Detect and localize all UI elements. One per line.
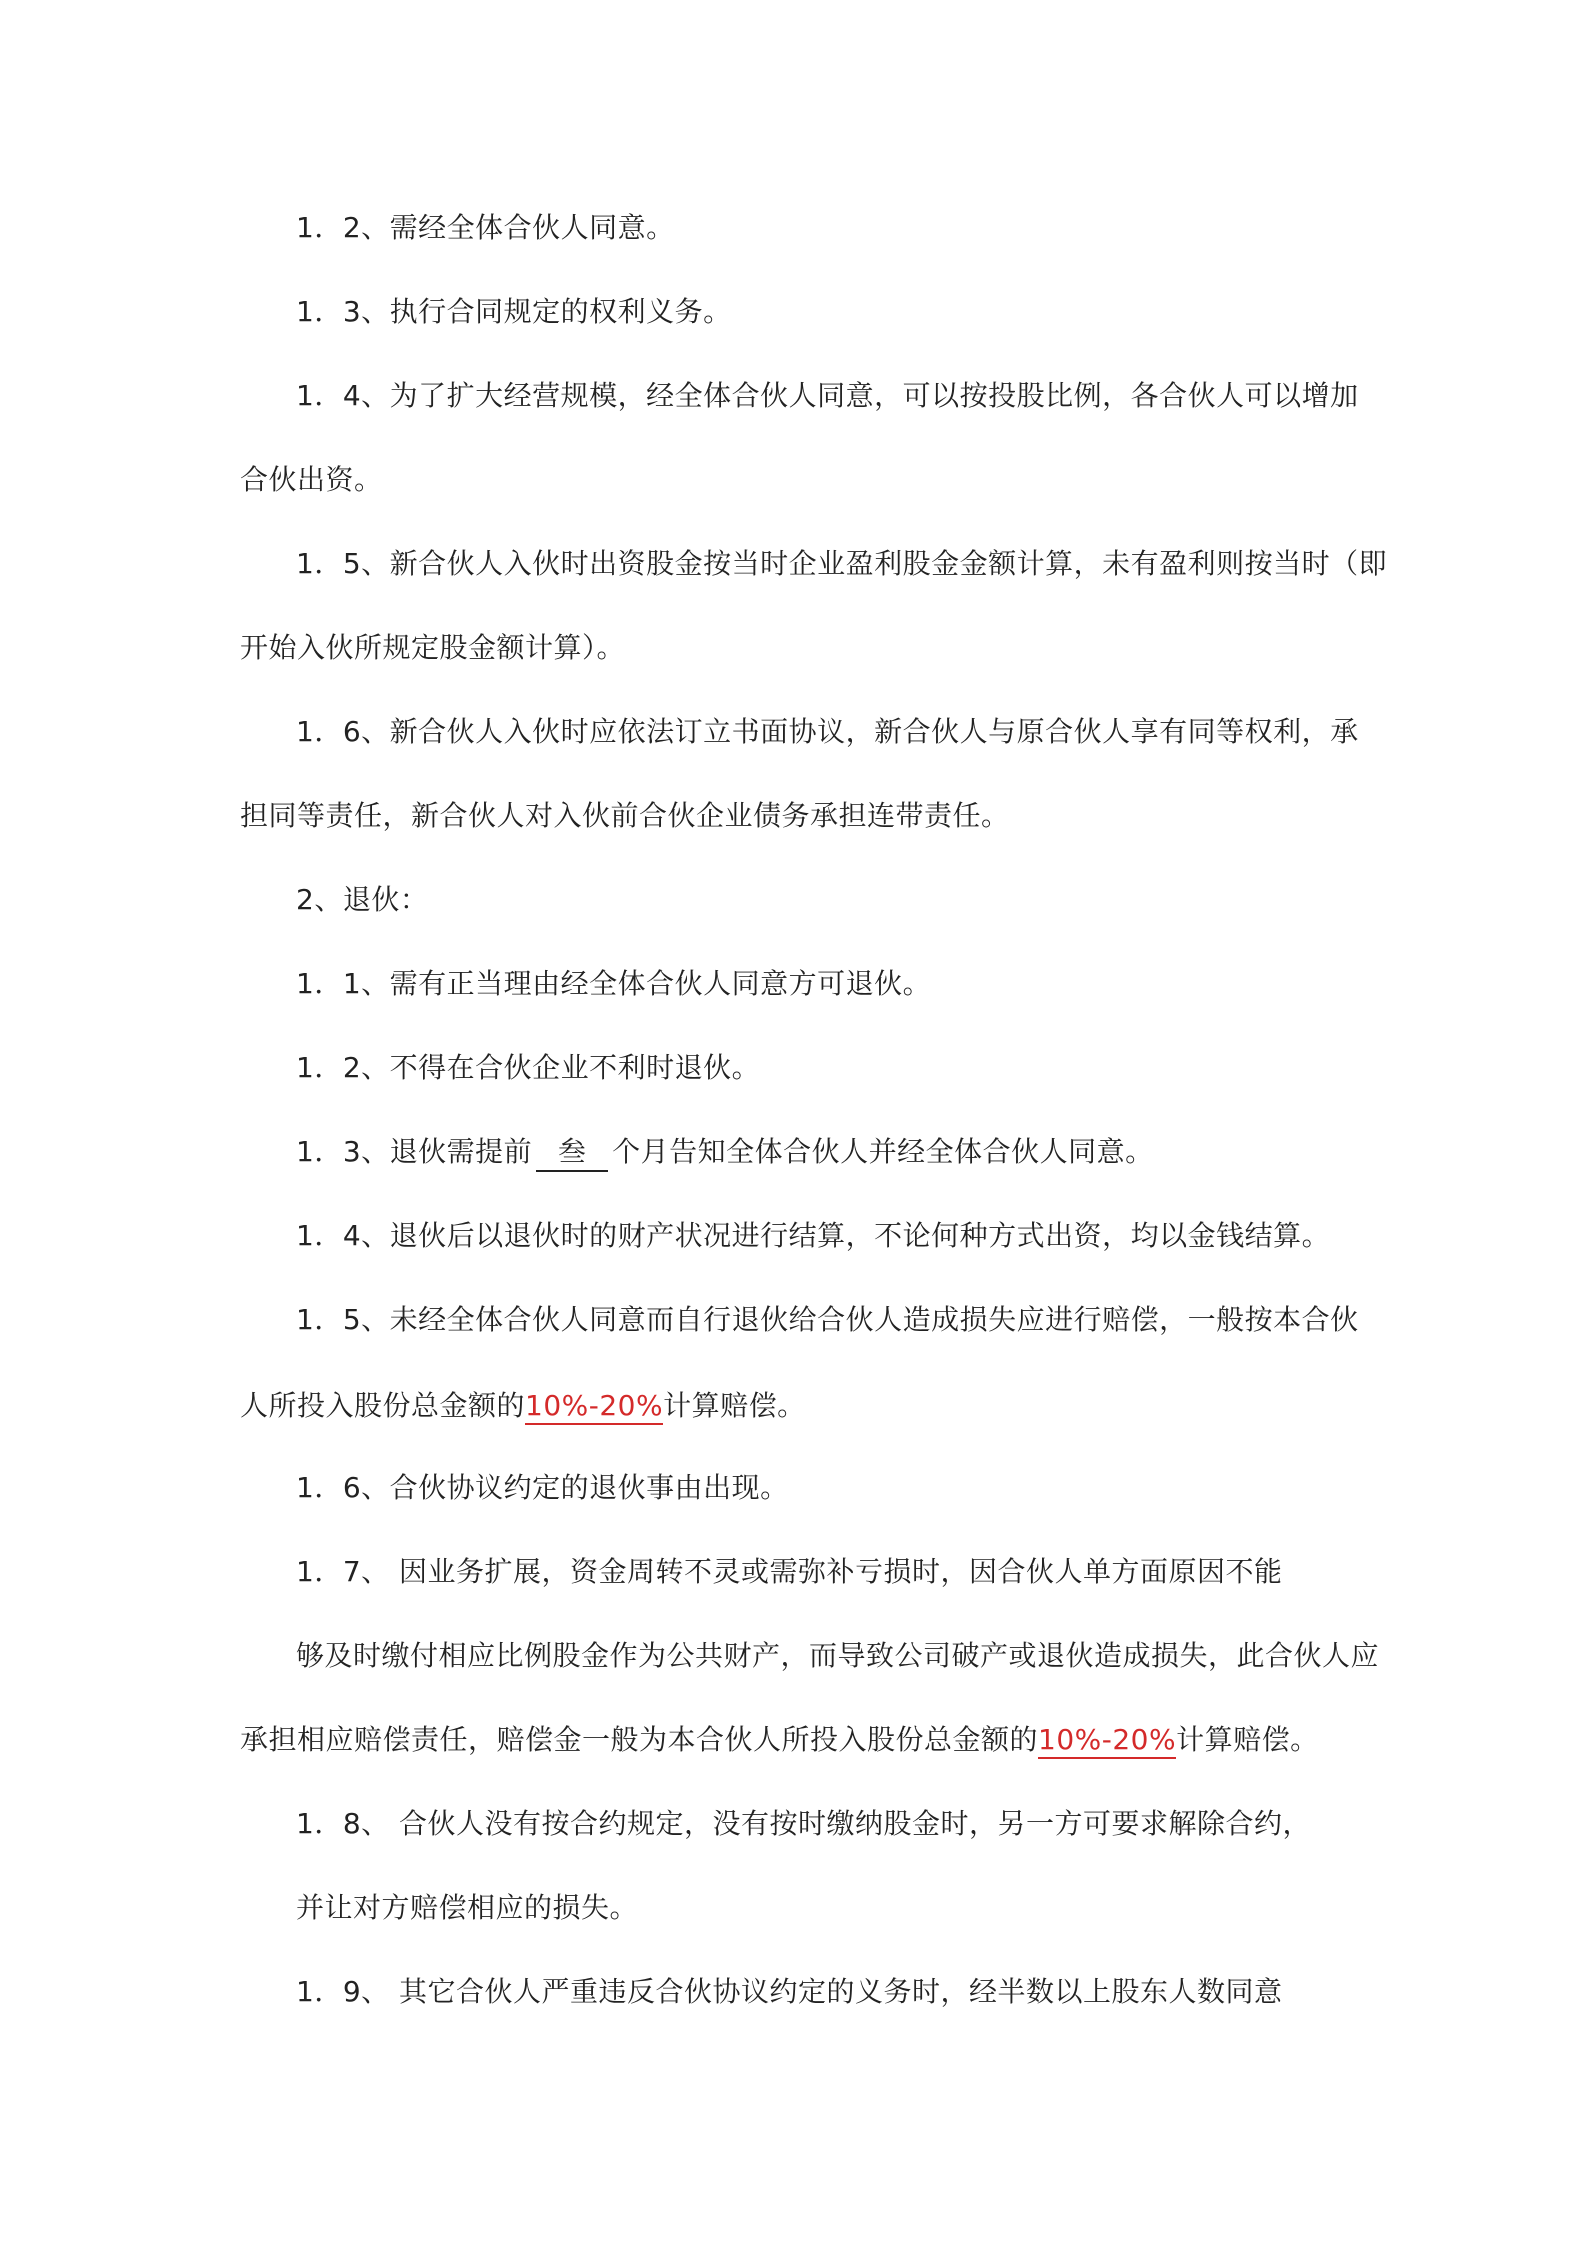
withdrawal-1-5-text-a: 人所投入股份总金额的 [240,1389,526,1422]
section-withdrawal-heading: 2、退伙： [296,883,429,916]
withdrawal-1-7-cont-2 [240,1720,1319,1760]
withdrawal-1-6: 1．6、合伙协议约定的退伙事由出现。 [296,1471,789,1504]
clause-1-5: 1．5、新合伙人入伙时出资股金按当时企业盈利股金金额计算，未有盈利则按当时（即 [296,547,1388,580]
withdrawal-1-3-text-a: 1．3、退伙需提前 [296,1135,533,1168]
withdrawal-1-3 [296,1132,1154,1172]
clause-1-5-cont: 开始入伙所规定股金额计算）。 [240,631,626,664]
compensation-rate-highlight-2: 10%-20% [1038,1723,1176,1759]
clause-1-6-cont: 担同等责任，新合伙人对入伙前合伙企业债务承担连带责任。 [240,799,1010,832]
withdrawal-1-9: 1．9、 其它合伙人严重违反合伙协议约定的义务时，经半数以上股东人数同意 [296,1975,1283,2008]
compensation-rate-highlight: 10%-20% [525,1389,663,1425]
clause-1-3: 1．3、执行合同规定的权利义务。 [296,295,732,328]
withdrawal-1-7: 1．7、 因业务扩展，资金周转不灵或需弥补亏损时，因合伙人单方面原因不能 [296,1555,1283,1588]
withdrawal-1-5: 1．5、未经全体合伙人同意而自行退伙给合伙人造成损失应进行赔偿，一般按本合伙 [296,1303,1359,1336]
withdrawal-1-1: 1．1、需有正当理由经全体合伙人同意方可退伙。 [296,967,932,1000]
withdrawal-1-8-cont: 并让对方赔偿相应的损失。 [296,1891,639,1924]
withdrawal-1-7-text-b: 计算赔偿。 [1176,1723,1319,1756]
withdrawal-1-7-text-a: 承担相应赔偿责任，赔偿金一般为本合伙人所投入股份总金额的 [240,1723,1039,1756]
withdrawal-1-5-cont [240,1386,806,1426]
clause-1-2: 1．2、需经全体合伙人同意。 [296,211,675,244]
withdrawal-1-2: 1．2、不得在合伙企业不利时退伙。 [296,1051,761,1084]
withdrawal-1-5-text-b: 计算赔偿。 [663,1389,806,1422]
clause-1-6: 1．6、新合伙人入伙时应依法订立书面协议，新合伙人与原合伙人享有同等权利，承 [296,715,1359,748]
withdrawal-1-8: 1．8、 合伙人没有按合约规定，没有按时缴纳股金时，另一方可要求解除合约， [296,1807,1312,1840]
withdrawal-1-4: 1．4、退伙后以退伙时的财产状况进行结算，不论何种方式出资，均以金钱结算。 [296,1219,1331,1252]
withdrawal-1-3-text-b: 个月告知全体合伙人并经全体合伙人同意。 [612,1135,1154,1168]
clause-1-4: 1．4、为了扩大经营规模，经全体合伙人同意，可以按投股比例，各合伙人可以增加 [296,379,1359,412]
withdrawal-1-7-cont: 够及时缴付相应比例股金作为公共财产，而导致公司破产或退伙造成损失，此合伙人应 [296,1639,1380,1672]
notice-months-blank: 叁 [536,1134,608,1172]
clause-1-4-cont: 合伙出资。 [240,463,383,496]
